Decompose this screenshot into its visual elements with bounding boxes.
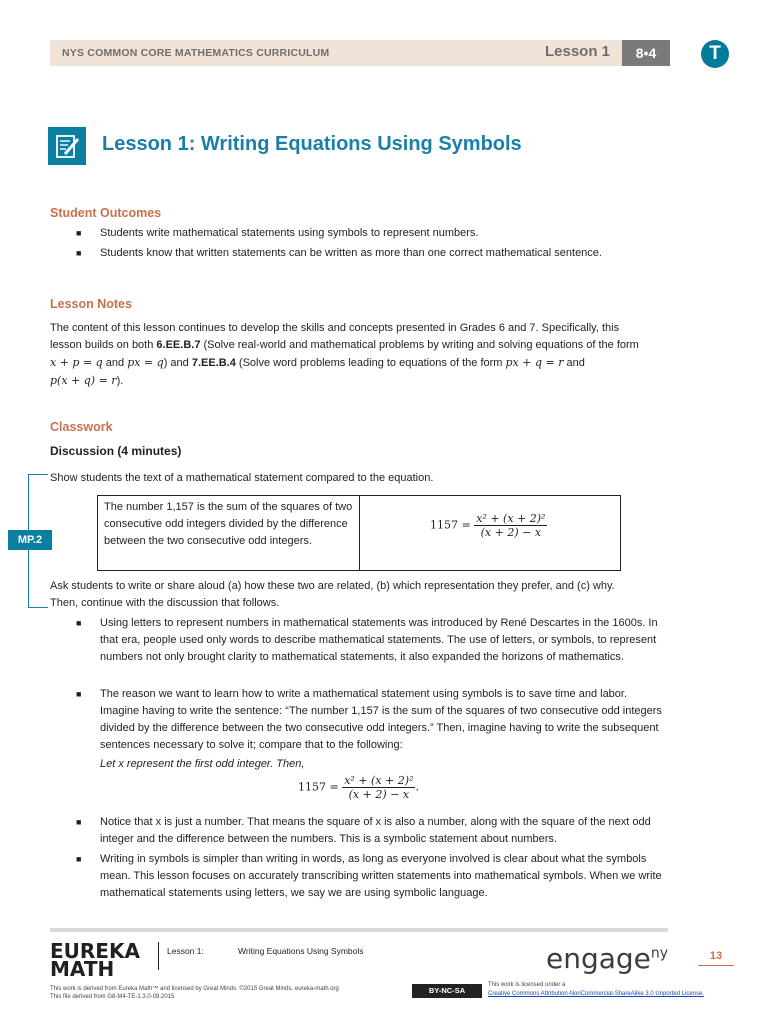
copyright-line: This work is derived from Eureka Math™ and licensed by Great Minds. ©2015 Great Minds. eureka-math.org — [50, 986, 339, 992]
bullet-icon: ■ — [76, 618, 82, 628]
bullet-icon: ■ — [76, 817, 82, 827]
footer-lesson: Lesson 1: — [167, 946, 204, 956]
bullet-icon: ■ — [76, 228, 82, 238]
comparison-table — [97, 495, 621, 571]
bullet-icon: ■ — [76, 248, 82, 258]
license-link[interactable]: Creative Commons Attribution-NonCommercial-ShareAlike 3.0 Unported License. — [488, 991, 705, 997]
lesson-notes-paragraph: The content of this lesson continues to develop the skills and concepts presented in Grades 6 and 7. Specifically, this lesson builds on both 6.EE.B.7 (Solve real-world and mathematical problems by writing and solving equations of the form x + p = q and px = q) and 7.EE.B.4 (Solve word problems leading to equations of the form px + q = r and p(x + q) = r). — [50, 322, 639, 387]
teacher-badge: T — [701, 40, 729, 68]
footer-vertical-divider — [158, 942, 159, 970]
lesson-label: Lesson 1 — [544, 43, 610, 60]
symbolic-equation: 1157 = $\frac{\text{x² + (x + 2)²}}{(x + 2) - x}$ . — [298, 774, 419, 801]
bullet-icon: ■ — [76, 689, 82, 699]
teacher-notebook-icon — [48, 127, 86, 165]
header-bar — [50, 40, 670, 66]
footer-lesson-title: Writing Equations Using Symbols — [238, 946, 364, 956]
table-cell-text: The number 1,157 is the sum of the squares of two consecutive odd integers divided by the difference between the two consecutive odd integers. — [98, 496, 360, 570]
page-title: Lesson 1: Writing Equations Using Symbols — [102, 133, 522, 155]
bullet-icon: ■ — [76, 854, 82, 864]
ask-paragraph: Ask students to write or share aloud (a) how these two are related, (b) which representation they prefer, and (c) why. Then, continue with the discussion that follows. — [50, 580, 615, 609]
student-outcomes-heading: Student Outcomes — [50, 206, 162, 220]
mp-badge: MP.2 — [8, 530, 52, 550]
classwork-heading: Classwork — [50, 420, 113, 434]
engageny-logo: engage$^{ny}$ — [546, 942, 669, 975]
eureka-math-logo: EUREKA MATH — [50, 939, 140, 981]
table-cell-equation: 1157 = $\frac{\text{x² + (x + 2)²}}{(x + 2) - x}$ — [430, 512, 546, 539]
discussion-intro: Show students the text of a mathematical statement compared to the equation. — [50, 472, 434, 484]
let-line: Let x represent the first odd integer. Then, — [100, 758, 305, 770]
footer-divider — [50, 928, 668, 932]
page-number: 13 — [698, 950, 734, 966]
cc-license-badge[interactable]: BY-NC-SA — [412, 984, 482, 998]
file-source-line: This file derived from G8-M4-TE-1.3.0-09.2015 — [50, 994, 175, 1000]
license-text: This work is licensed under a — [488, 982, 566, 988]
discussion-heading: Discussion (4 minutes) — [50, 444, 182, 458]
curriculum-name: NYS COMMON CORE MATHEMATICS CURRICULUM — [62, 47, 330, 59]
lesson-notes-heading: Lesson Notes — [50, 297, 132, 311]
grade-module: 8•4 — [622, 40, 670, 66]
